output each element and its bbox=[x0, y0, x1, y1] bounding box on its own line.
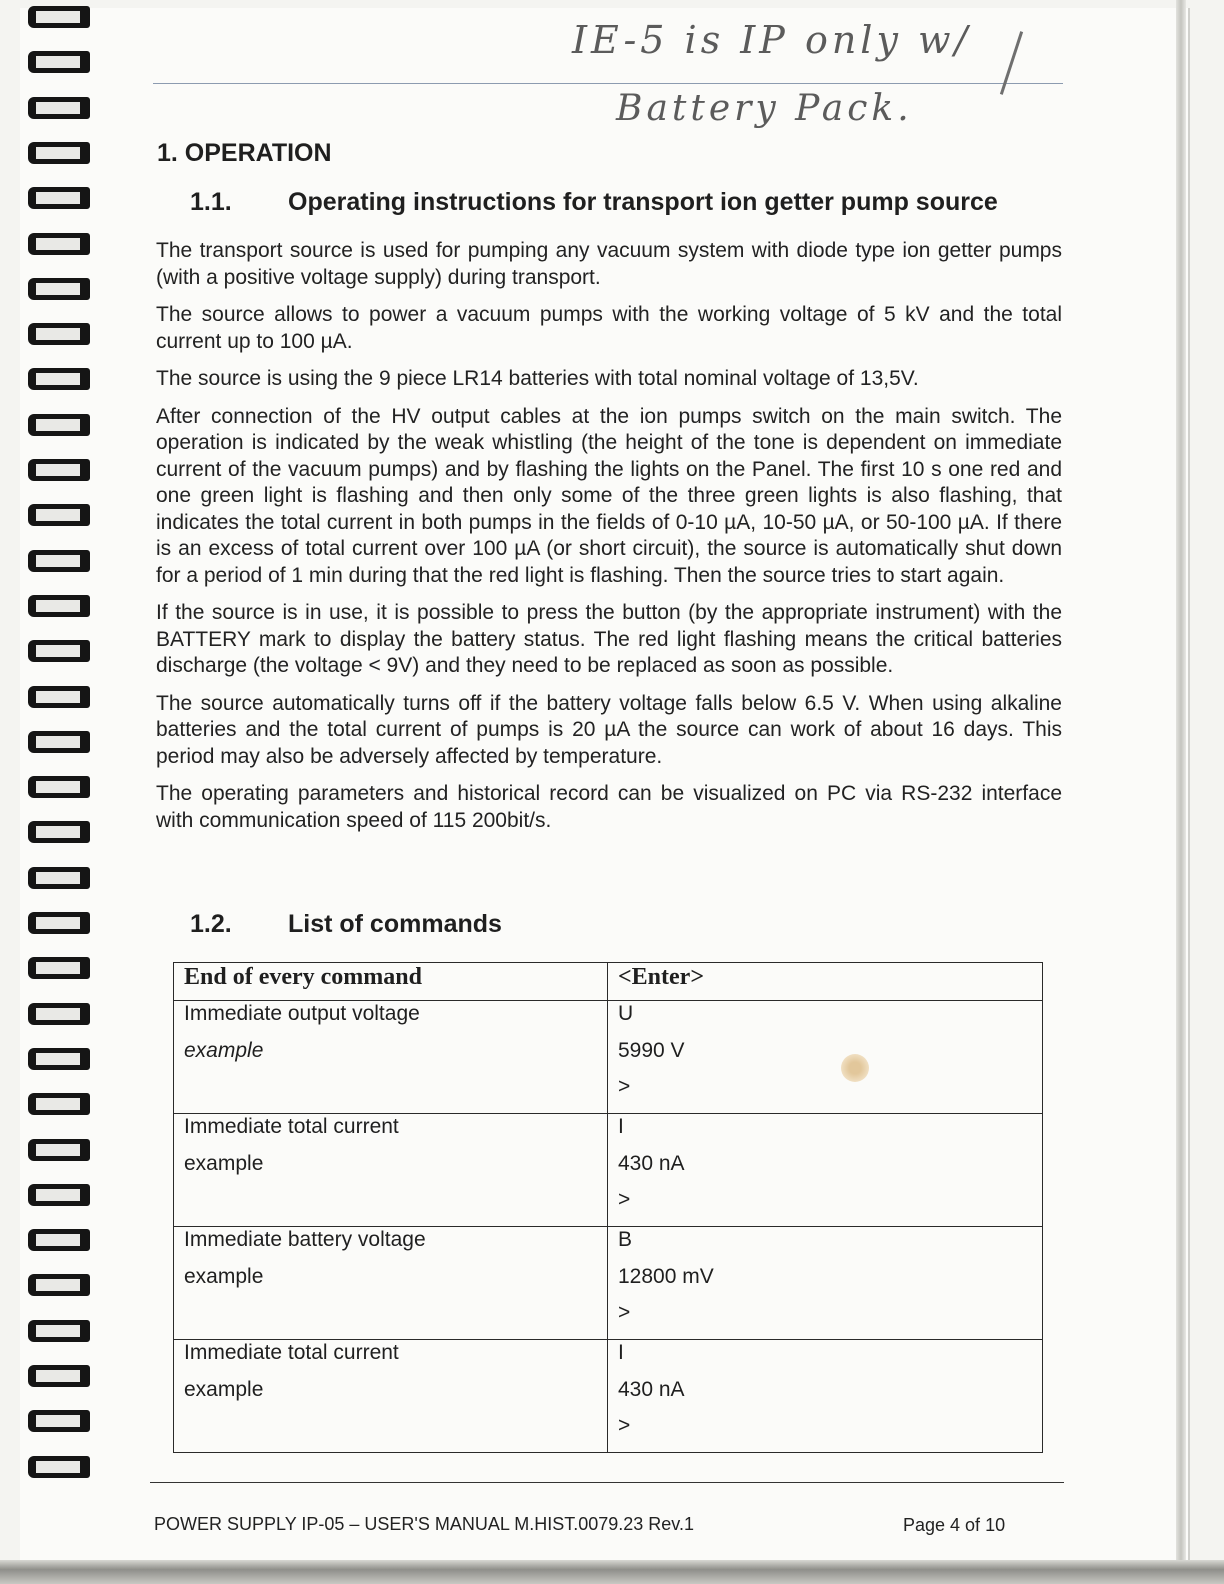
paragraph: If the source is in use, it is possible to press the button (by the appropriate instrument) with the BATTERY mark to display the battery status. The red light flashing means the critical batteries discharge (the voltage < 9V) and they need to be replaced as soon as possible. bbox=[156, 601, 1062, 677]
binding-ring bbox=[28, 459, 90, 481]
paragraph: After connection of the HV output cables at the ion pumps switch on the main switch. The operation is indicated by the weak whistling (the height of the tone is dependent on immediate current of the vacuum pumps) and by flashing the lights on the Panel. The first 10 s one red and one green light is flashing and then only some of the three green lights is also flashing, that indicates the total current in both pumps in the fields of 0-10 µA, 10-50 µA, or 50-100 µA. If there is an excess of total current over 100 µA (or short circuit), the source is automatically shut down for a period of 1 min during that the red light is flashing. Then the source tries to start again. bbox=[156, 404, 1062, 587]
command-name-cell bbox=[174, 1001, 608, 1114]
binding-ring bbox=[28, 731, 90, 753]
table-row bbox=[174, 1114, 1043, 1227]
example-label: example bbox=[184, 1377, 264, 1401]
subsection-number: 1.2. bbox=[190, 910, 232, 938]
example-label: example bbox=[184, 1151, 264, 1175]
binding-ring bbox=[28, 957, 90, 979]
command-name: Immediate output voltage bbox=[184, 1002, 420, 1025]
binding-ring bbox=[28, 142, 90, 164]
subsection-number: 1.1. bbox=[190, 188, 232, 216]
command-value-cell bbox=[608, 1340, 1043, 1453]
binding-ring bbox=[28, 550, 90, 572]
command-prompt: > bbox=[618, 1188, 631, 1211]
command-code: I bbox=[618, 1115, 624, 1138]
table-row bbox=[174, 1001, 1043, 1114]
binding-ring bbox=[28, 1093, 90, 1115]
binding-ring bbox=[28, 1365, 90, 1387]
subsection-title: Operating instructions for transport ion getter pump source bbox=[288, 188, 998, 216]
paragraph: The source is using the 9 piece LR14 batteries with total nominal voltage of 13,5V. bbox=[156, 367, 919, 390]
binding-ring bbox=[28, 1048, 90, 1070]
table-row bbox=[174, 1227, 1043, 1340]
footer-document-title: POWER SUPPLY IP-05 – USER'S MANUAL M.HIST.0079.23 Rev.1 bbox=[154, 1514, 694, 1534]
binding-ring bbox=[28, 51, 90, 73]
command-response: 430 nA bbox=[618, 1377, 685, 1401]
command-name-cell bbox=[174, 1227, 608, 1340]
binding-ring bbox=[28, 504, 90, 526]
binding-ring bbox=[28, 323, 90, 345]
header-rule bbox=[153, 83, 1063, 84]
table-header-row bbox=[174, 963, 1043, 1001]
handwritten-note-line1: IE-5 is IP only w/ bbox=[572, 18, 972, 62]
command-name-cell bbox=[174, 1114, 608, 1227]
binding-ring bbox=[28, 368, 90, 390]
command-code: U bbox=[618, 1002, 634, 1025]
binding-ring bbox=[28, 1410, 90, 1432]
table-header-cell: <Enter> bbox=[608, 963, 1043, 1001]
table-row bbox=[174, 1340, 1043, 1453]
page-bottom-edge bbox=[0, 1560, 1224, 1584]
paragraph: The transport source is used for pumping any vacuum system with diode type ion getter pumps (with a positive voltage supply) during transport. bbox=[156, 239, 1062, 289]
table-header-cell: End of every command bbox=[174, 963, 608, 1001]
binding-ring bbox=[28, 1456, 90, 1478]
handwritten-note-line2: Battery Pack. bbox=[616, 88, 913, 129]
body-text bbox=[156, 238, 1062, 845]
binding-ring bbox=[28, 912, 90, 934]
binding-ring bbox=[28, 233, 90, 255]
binding-ring bbox=[28, 776, 90, 798]
binding-ring bbox=[28, 1003, 90, 1025]
command-prompt: > bbox=[618, 1075, 631, 1098]
command-name: Immediate total current bbox=[184, 1341, 399, 1364]
paragraph: The source allows to power a vacuum pumps with the working voltage of 5 kV and the total current up to 100 µA. bbox=[156, 303, 1062, 353]
footer-rule bbox=[150, 1482, 1064, 1483]
command-response: 430 nA bbox=[618, 1151, 685, 1175]
commands-table bbox=[173, 962, 1043, 1453]
binding-ring bbox=[28, 686, 90, 708]
example-label: example bbox=[184, 1264, 264, 1288]
spiral-binding bbox=[28, 0, 98, 1584]
command-value-cell bbox=[608, 1114, 1043, 1227]
binding-ring bbox=[28, 1320, 90, 1342]
section-title: 1. OPERATION bbox=[157, 139, 332, 167]
binding-ring bbox=[28, 97, 90, 119]
binding-ring bbox=[28, 278, 90, 300]
paragraph: The operating parameters and historical record can be visualized on PC via RS-232 interface with communication speed of 115 200bit/s. bbox=[156, 782, 1062, 832]
binding-ring bbox=[28, 595, 90, 617]
subsection-title: List of commands bbox=[288, 910, 502, 938]
binding-ring bbox=[28, 821, 90, 843]
command-prompt: > bbox=[618, 1301, 631, 1324]
footer-page-number: Page 4 of 10 bbox=[903, 1515, 1006, 1535]
command-code: I bbox=[618, 1341, 624, 1364]
binding-ring bbox=[28, 1184, 90, 1206]
command-value-cell bbox=[608, 1227, 1043, 1340]
command-response: 12800 mV bbox=[618, 1264, 714, 1288]
command-name: Immediate battery voltage bbox=[184, 1228, 426, 1251]
command-prompt: > bbox=[618, 1414, 631, 1437]
binding-ring bbox=[28, 640, 90, 662]
paragraph: The source automatically turns off if the battery voltage falls below 6.5 V. When using alkaline batteries and the total current of pumps is 20 µA the source can work of about 16 days. This period may also be adversely affected by temperature. bbox=[156, 691, 1062, 768]
command-response: 5990 V bbox=[618, 1038, 685, 1062]
command-name-cell bbox=[174, 1340, 608, 1453]
binding-ring bbox=[28, 1274, 90, 1296]
command-name: Immediate total current bbox=[184, 1115, 399, 1138]
binding-ring bbox=[28, 1229, 90, 1251]
paper-stain bbox=[841, 1054, 869, 1082]
binding-ring bbox=[28, 414, 90, 436]
command-value-cell bbox=[608, 1001, 1043, 1114]
subsection-heading-1 bbox=[190, 188, 998, 217]
subsection-heading-2 bbox=[190, 910, 502, 939]
page-edge bbox=[1176, 0, 1186, 1584]
binding-ring bbox=[28, 187, 90, 209]
binding-ring bbox=[28, 867, 90, 889]
binding-ring bbox=[28, 6, 90, 28]
example-label: example bbox=[184, 1038, 264, 1062]
command-code: B bbox=[618, 1228, 633, 1251]
binding-ring bbox=[28, 1139, 90, 1161]
